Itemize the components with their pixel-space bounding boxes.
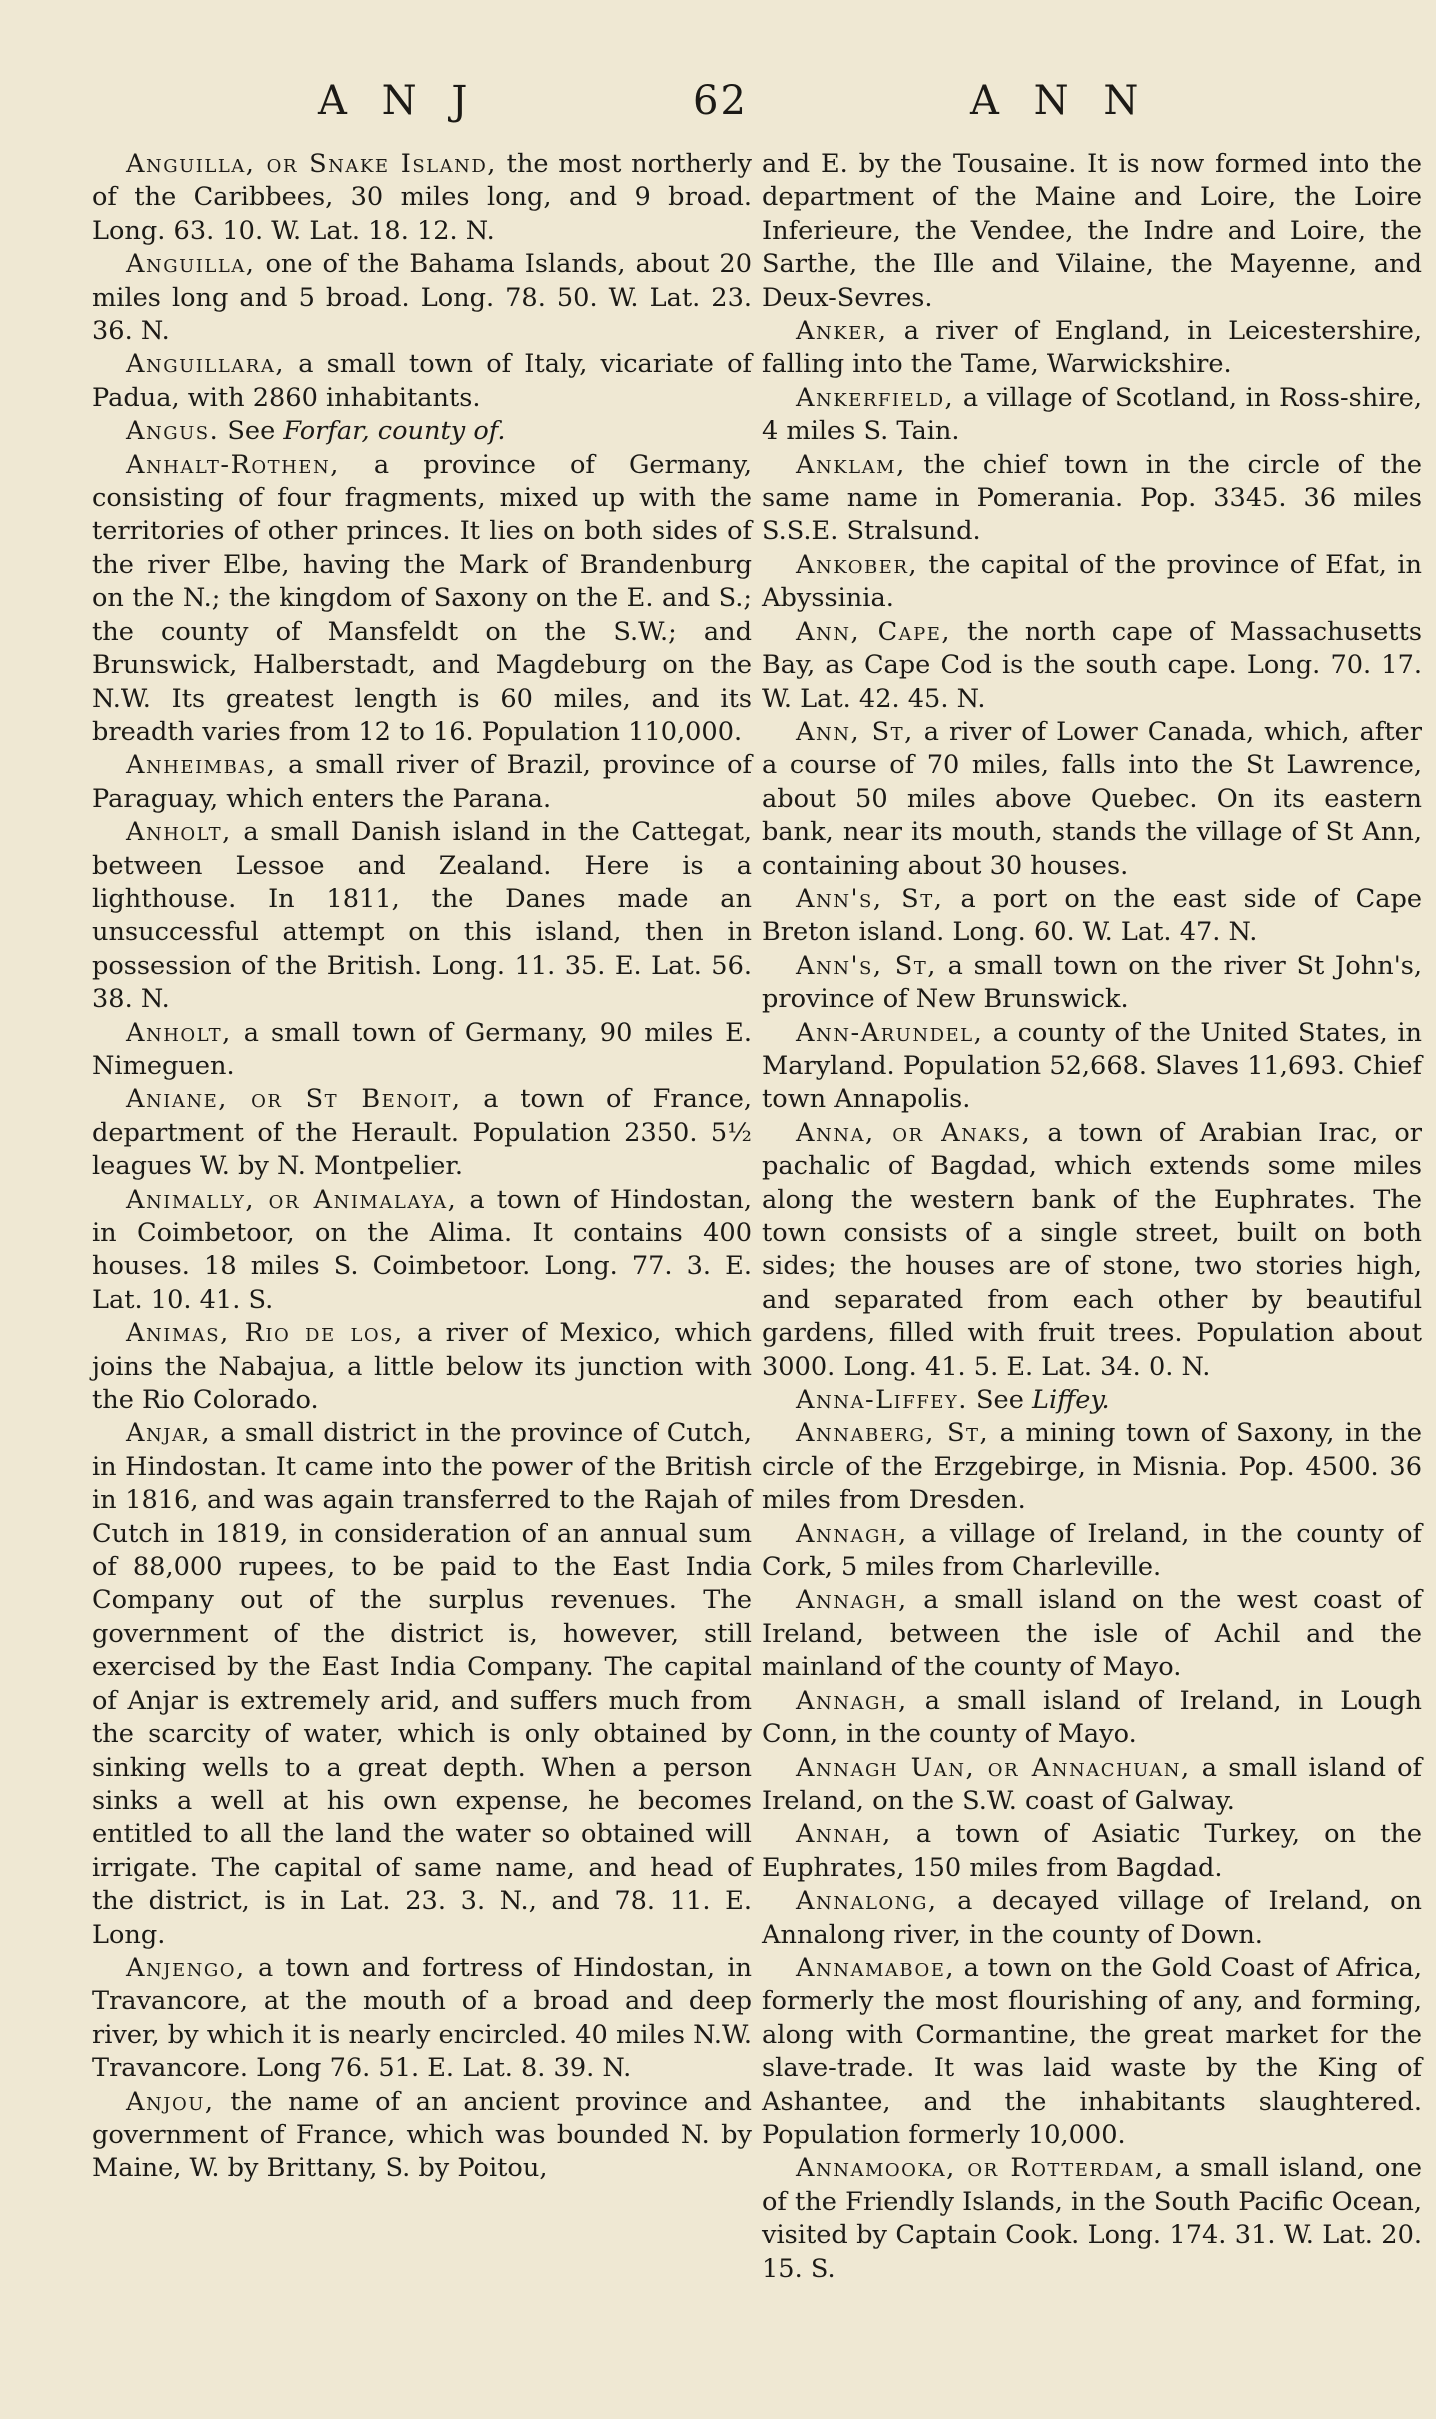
- header-right-guide-word: A N N: [970, 78, 1141, 124]
- entry-headword: Anholt,: [126, 1017, 232, 1048]
- entry-headword: Anholt,: [126, 817, 232, 848]
- entry-text: a town of France, department of the Herault. Population 2350. 5½ leagues W. by N. Montpelier.: [92, 1084, 752, 1182]
- entry-headword: Anguilla, or Snake Island,: [126, 149, 497, 179]
- gazetteer-entry: [762, 1685, 1422, 1752]
- entry-text: See: [219, 416, 284, 447]
- entry-text: a small island of Ireland, in Lough Conn, in the county of Mayo.: [762, 1685, 1422, 1750]
- entry-headword: Anklam,: [796, 449, 906, 480]
- entry-headword: Anhalt-Rothen,: [126, 449, 340, 480]
- gazetteer-entry: [762, 950, 1422, 1017]
- entry-headword: Anjar,: [126, 1418, 212, 1449]
- entry-text: a port on the east side of Cape Breton island. Long. 60. W. Lat. 47. N.: [762, 883, 1423, 948]
- entry-headword: Annagh,: [796, 1585, 908, 1616]
- entry-text: a village of Ireland, in the county of Cork, 5 miles from Charleville.: [762, 1518, 1422, 1583]
- gazetteer-entry: [762, 148, 1422, 315]
- entry-text: one of the Bahama Islands, about 20 miles long and 5 broad. Long. 78. 50. W. Lat. 23. 36. N.: [92, 249, 752, 347]
- entry-text: a town of Arabian Irac, or pachalic of Bagdad, which extends some miles along the western bank of the Euphrates. The town consists of a single street, built on both sides; the houses are of stone, two stories high, and separated from each other by beautiful gardens, filled with fruit trees. Population about 3000. Long. 41. 5. E. Lat. 34. 0. N.: [762, 1117, 1422, 1382]
- entry-headword: Anguilla,: [126, 249, 256, 280]
- entry-text: a river of England, in Leicestershire, falling into the Tame, Warwickshire.: [762, 316, 1422, 380]
- gazetteer-entry: [92, 816, 752, 1016]
- gazetteer-entry: [762, 1952, 1422, 2152]
- entry-text: a village of Scotland, in Ross-shire, 4 miles S. Tain.: [762, 382, 1422, 447]
- gazetteer-entry: [92, 348, 752, 415]
- entry-headword: Ankerfield,: [796, 382, 955, 413]
- entry-text: a small island, one of the Friendly Islands, in the South Pacific Ocean, visited by Captain Cook. Long. 174. 31. W. Lat. 20. 15. S.: [762, 2153, 1423, 2284]
- entry-text: a county of the United States, in Maryland. Population 52,668. Slaves 11,693. Chief town Annapolis.: [762, 1017, 1422, 1115]
- entry-headword: Aniane, or St Benoit,: [126, 1084, 462, 1115]
- entry-text: and E. by the Tousaine. It is now formed into the department of the Maine and Loire, the Loire Inferieure, the Vendee, the Indre and Loire, the Sarthe, the Ille and Vilaine, the Mayenne, and Deux-Sevres.: [762, 149, 1422, 313]
- entry-headword: Ann's, St,: [796, 950, 937, 981]
- entry-text: a town of Hindostan, in Coimbetoor, on the Alima. It contains 400 houses. 18 miles S. Coimbetoor. Long. 77. 3. E. Lat. 10. 41. S.: [92, 1184, 752, 1315]
- entry-headword: Anheimbas,: [126, 750, 277, 781]
- gazetteer-entry: [92, 1184, 752, 1318]
- entry-headword: Angus.: [126, 416, 220, 447]
- gazetteer-entry: [762, 382, 1422, 449]
- entry-text: a small Danish island in the Cattegat, between Lessoe and Zealand. Here is a lighthouse. In 1811, the Danes made an unsuccessful attempt on this island, then in possession of the British. Long. 11. 35. E. Lat. 56. 38. N.: [92, 817, 752, 1015]
- gazetteer-entry: [762, 1117, 1422, 1384]
- entry-text: a small town of Italy, vicariate of Padua, with 2860 inhabitants.: [92, 349, 752, 413]
- entry-text: a decayed village of Ireland, on Annalong river, in the county of Down.: [762, 1886, 1422, 1950]
- entry-text: the most northerly of the Caribbees, 30 miles long, and 9 broad. Long. 63. 10. W. Lat. 18. 12. N.: [92, 149, 753, 246]
- gazetteer-entry: [92, 449, 752, 750]
- gazetteer-entry: [762, 1017, 1422, 1117]
- entry-headword: Anna-Liffey.: [796, 1385, 968, 1416]
- entry-headword: Annalong,: [796, 1886, 938, 1917]
- gazetteer-entry: [92, 1083, 752, 1183]
- gazetteer-entry: [762, 1818, 1422, 1885]
- entry-text: See: [967, 1385, 1032, 1416]
- gazetteer-entry: [762, 1518, 1422, 1585]
- gazetteer-entry: [762, 1885, 1422, 1952]
- gazetteer-entry: [762, 716, 1422, 883]
- entry-headword: Annagh,: [796, 1685, 908, 1716]
- entry-headword: Ann, Cape,: [796, 616, 952, 647]
- gazetteer-entry: [762, 2152, 1422, 2286]
- entry-text: a small island on the west coast of Ireland, between the isle of Achil and the mainland of the county of Mayo.: [762, 1585, 1422, 1683]
- entry-text: a small river of Brazil, province of Paraguay, which enters the Parana.: [92, 750, 752, 814]
- gazetteer-entry: [762, 1384, 1422, 1417]
- right-column: [762, 148, 1422, 2286]
- gazetteer-entry: [762, 1417, 1422, 1517]
- entry-text: a province of Germany, consisting of four fragments, mixed up with the territories of other princes. It lies on both sides of the river Elbe, having the Mark of Brandenburg on the N.; the kingdom of Saxony on the E. and S.; the county of Mansfeldt on the S.W.; and Brunswick, Halberstadt, and Magdeburg on the N.W. Its greatest length is 60 miles, and its breadth varies from 12 to 16. Population 110,000.: [92, 449, 752, 747]
- entry-headword: Annamaboe,: [796, 1952, 956, 1983]
- entry-headword: Animally, or Animalaya,: [126, 1184, 458, 1215]
- entry-headword: Ann's, St,: [796, 883, 944, 914]
- entry-text: a small town of Germany, 90 miles E. Nimeguen.: [92, 1017, 752, 1081]
- entry-headword: Anna, or Anaks,: [796, 1117, 1032, 1148]
- entry-text: a small island of Ireland, on the S.W. coast of Galway.: [762, 1752, 1422, 1816]
- gazetteer-entry: [762, 883, 1422, 950]
- gazetteer-entry: [762, 1584, 1422, 1684]
- entry-headword: Annaberg, St,: [796, 1418, 990, 1449]
- entry-text: a mining town of Saxony, in the circle of the Erzgebirge, in Misnia. Pop. 4500. 36 miles from Dresden.: [762, 1418, 1423, 1516]
- page-number: 62: [693, 78, 748, 124]
- entry-headword: Animas, Rio de los,: [126, 1318, 404, 1349]
- entry-headword: Anjou,: [126, 2086, 215, 2117]
- entry-text: a river of Mexico, which joins the Nabajua, a little below its junction with the Rio Colorado.: [92, 1318, 752, 1416]
- entry-text: the chief town in the circle of the same name in Pomerania. Pop. 3345. 36 miles S.S.E. Stralsund.: [762, 449, 1422, 547]
- entry-text: the north cape of Massachusetts Bay, as Cape Cod is the south cape. Long. 70. 17. W. Lat. 42. 45. N.: [762, 616, 1422, 714]
- gazetteer-entry: [92, 1952, 752, 2086]
- gazetteer-entry: [92, 749, 752, 816]
- running-header: [0, 78, 1436, 138]
- gazetteer-entry: [92, 2086, 752, 2186]
- entry-headword: Annagh Uan, or Annachuan,: [796, 1752, 1191, 1783]
- gazetteer-entry: [92, 248, 752, 348]
- cross-reference: Liffey.: [1031, 1385, 1110, 1416]
- entry-text: the name of an ancient province and government of France, which was bounded N. by Maine, W. by Brittany, S. by Poitou,: [92, 2086, 752, 2184]
- header-left-guide-word: A N J: [318, 78, 470, 124]
- cross-reference: Forfar, county of.: [283, 416, 506, 447]
- gazetteer-entry: [762, 449, 1422, 549]
- gazetteer-entry: [762, 549, 1422, 616]
- entry-headword: Ann-Arundel,: [796, 1017, 984, 1048]
- entry-headword: Annamooka, or Rotterdam,: [796, 2153, 1165, 2184]
- gazetteer-entry: [92, 1017, 752, 1084]
- entry-headword: Annah,: [796, 1819, 892, 1850]
- entry-headword: Annagh,: [796, 1518, 908, 1549]
- entry-text: a town on the Gold Coast of Africa, formerly the most flourishing of any, and forming, along with Cormantine, the great market for the slave-trade. It was laid waste by the King of Ashantee, and the inhabitants slaughtered. Population formerly 10,000.: [762, 1952, 1422, 2150]
- left-column: [92, 148, 752, 2186]
- gazetteer-entry: [92, 148, 752, 248]
- entry-text: a town of Asiatic Turkey, on the Euphrates, 150 miles from Bagdad.: [762, 1819, 1422, 1883]
- gazetteer-entry: [762, 616, 1422, 716]
- entry-headword: Ann, St,: [796, 716, 914, 747]
- gazetteer-entry: [92, 415, 752, 448]
- gazetteer-entry: [762, 1752, 1422, 1819]
- gazetteer-entry: [762, 315, 1422, 382]
- entry-text: a small district in the province of Cutch, in Hindostan. It came into the power of the British in 1816, and was again transferred to the Rajah of Cutch in 1819, in consideration of an annual sum of 88,000 rupees, to be paid to the East India Company out of the surplus revenues. The government of the district is, however, still exercised by the East India Company. The capital of Anjar is extremely arid, and suffers much from the scarcity of water, which is only obtained by sinking wells to a great depth. When a person sinks a well at his own expense, he becomes entitled to all the land the water so obtained will irrigate. The capital of same name, and head of the district, is in Lat. 23. 3. N., and 78. 11. E. Long.: [92, 1418, 752, 1950]
- entry-text: a small town on the river St John's, province of New Brunswick.: [762, 950, 1422, 1015]
- gazetteer-entry: [92, 1317, 752, 1417]
- entry-text: the capital of the province of Efat, in Abyssinia.: [762, 549, 1422, 614]
- entry-text: a river of Lower Canada, which, after a course of 70 miles, falls into the St Lawrence, about 50 miles above Quebec. On its eastern bank, near its mouth, stands the village of St Ann, containing about 30 houses.: [762, 716, 1422, 881]
- entry-text: a town and fortress of Hindostan, in Travancore, at the mouth of a broad and deep river, by which it is nearly encircled. 40 miles N.W. Travancore. Long 76. 51. E. Lat. 8. 39. N.: [92, 1952, 752, 2084]
- entry-headword: Ankober,: [796, 549, 919, 580]
- entry-headword: Anjengo,: [126, 1952, 246, 1983]
- entry-headword: Anker,: [796, 316, 888, 347]
- gazetteer-entry: [92, 1417, 752, 1952]
- entry-headword: Anguillara,: [126, 349, 285, 380]
